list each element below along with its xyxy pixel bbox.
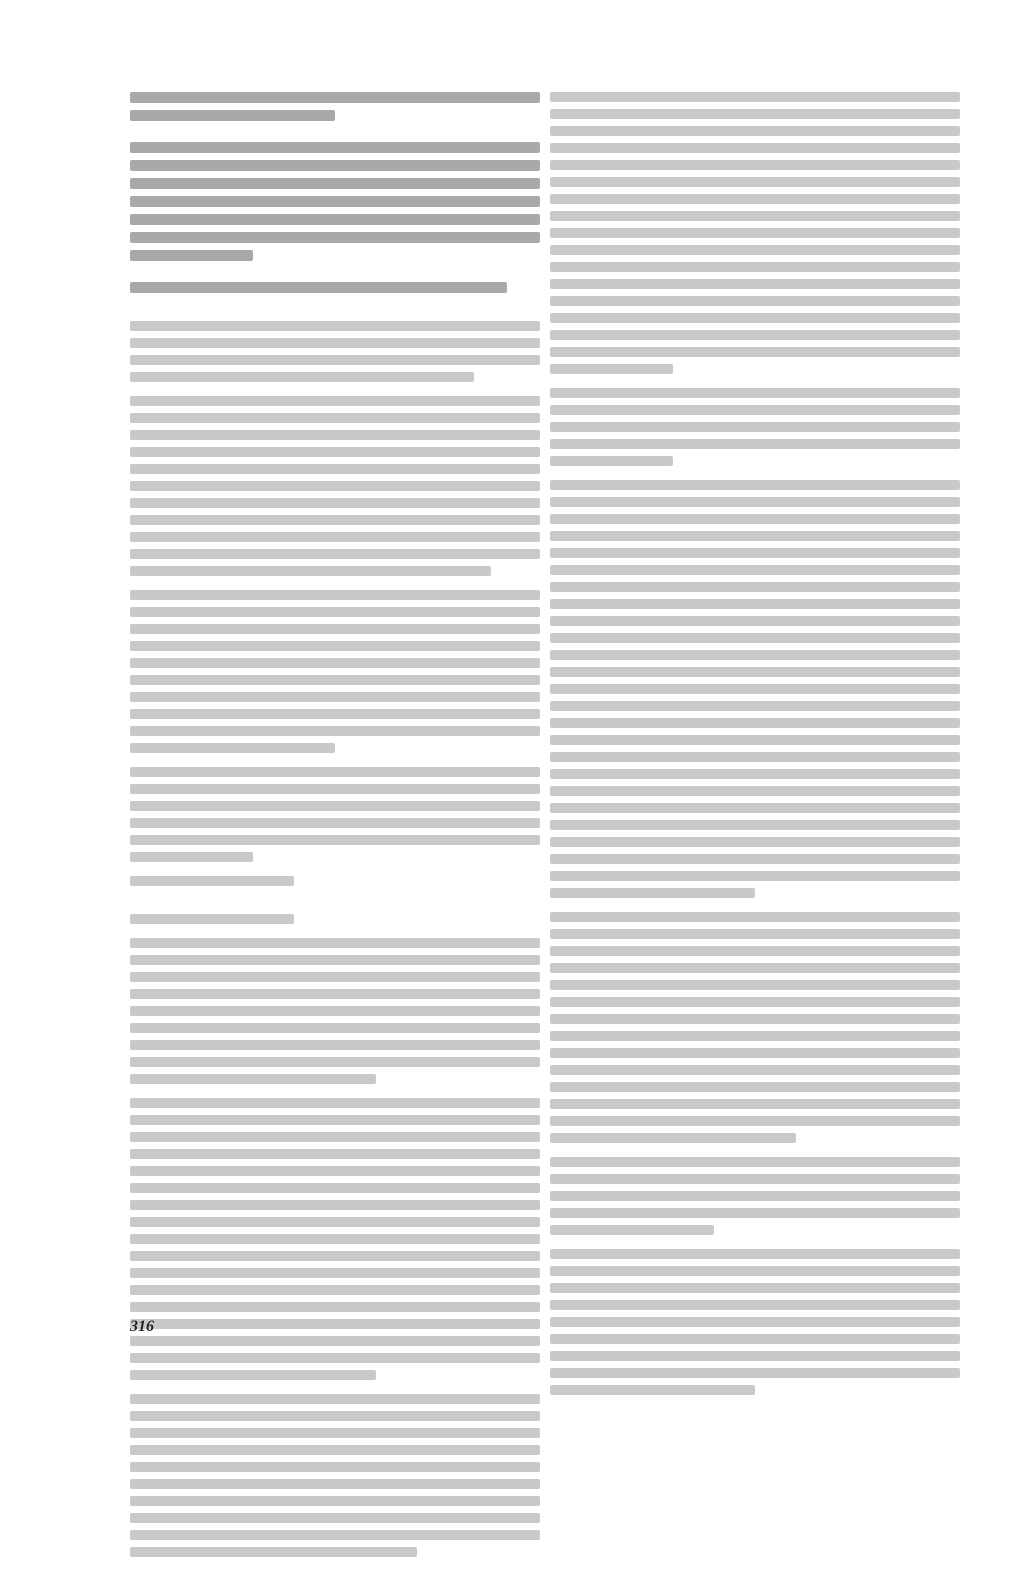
- text-paragraph: [130, 321, 540, 382]
- text-paragraph: [550, 1157, 960, 1235]
- left-column: [130, 92, 540, 1571]
- text-paragraph: [130, 938, 540, 1084]
- right-column: [550, 92, 960, 1409]
- text-paragraph: [130, 590, 540, 753]
- text-paragraph: [130, 1098, 540, 1380]
- text-paragraph: [130, 396, 540, 576]
- headnote-block: [130, 92, 540, 293]
- text-paragraph: [550, 92, 960, 374]
- text-paragraph: [130, 767, 540, 862]
- page-number: 316: [130, 1318, 154, 1335]
- text-paragraph: [550, 912, 960, 1143]
- text-paragraph: [550, 480, 960, 898]
- text-paragraph: [550, 1249, 960, 1395]
- section-heading: [130, 914, 540, 924]
- text-paragraph: [550, 388, 960, 466]
- text-paragraph: [130, 1394, 540, 1557]
- text-paragraph: [130, 876, 540, 886]
